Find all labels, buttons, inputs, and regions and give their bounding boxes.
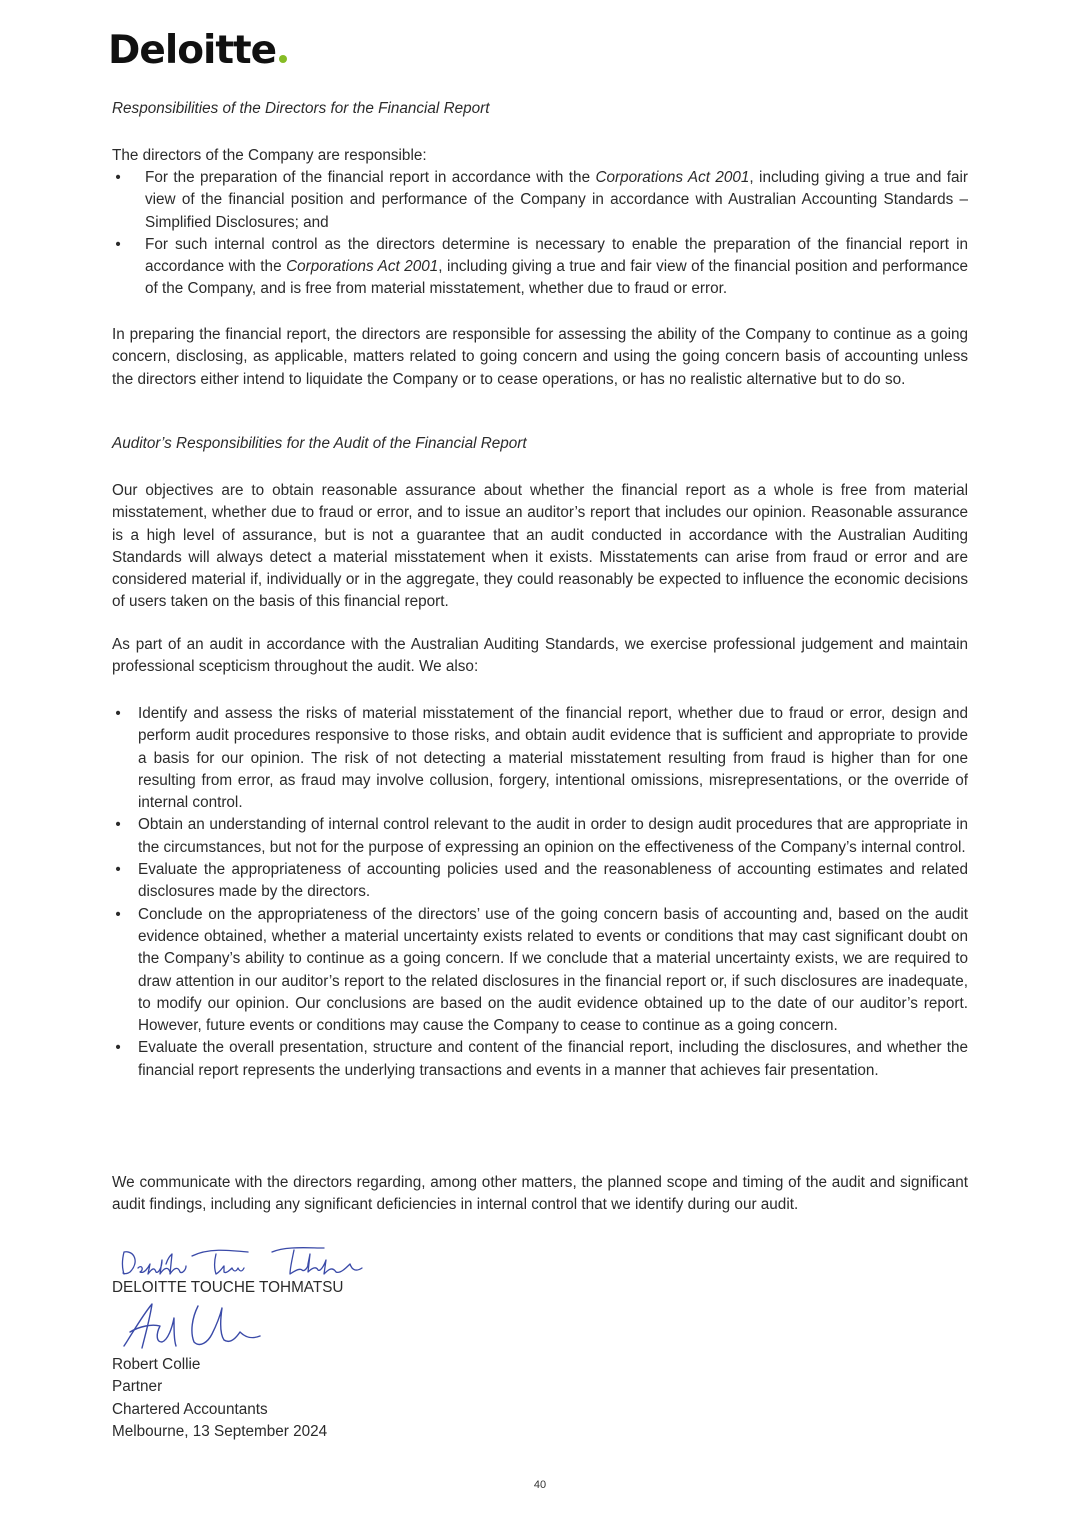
communicate-paragraph: We communicate with the directors regarding, among other matters, the planned scope and timing of the audit and significant audit findings, including any significant deficiencies in internal control that we identify during our audit. — [112, 1174, 968, 1214]
partner-signature — [116, 1298, 266, 1354]
logo-wordmark: Deloitte — [108, 28, 277, 73]
designation: Chartered Accountants — [112, 1400, 268, 1418]
deloitte-logo — [108, 28, 287, 73]
bullet-icon: • — [115, 861, 121, 879]
bullet-text: Identify and assess the risks of material misstatement of the financial report, whether due to fraud or error, design and perform audit procedures responsive to those risks, and obtain audit evidence that is sufficient and appropriate to provide a basis for our opinion. The risk of not detecting a material misstatement resulting from fraud is higher than for one resulting from error, as fraud may involve collusion, forgery, intentional omissions, misrepresentations, or the override of internal control. — [138, 705, 968, 812]
bullet-icon: • — [115, 169, 121, 186]
bullet-icon: • — [115, 235, 121, 253]
auditor-procedures-list — [112, 703, 968, 1082]
going-concern-paragraph: In preparing the financial report, the directors are responsible for assessing the ability of the Company to continue as a going concern, disclosing, as applicable, matters related to going concern and using the going concern basis of accounting unless the directors either intend to liquidate the Company or to cease operations, or has no realistic alternative but to do so. — [112, 326, 968, 388]
list-item — [112, 234, 968, 301]
objectives-paragraph: Our objectives are to obtain reasonable assurance about whether the financial report as a whole is free from material misstatement, whether due to fraud or error, and to issue an auditor’s report that includes our opinion. Reasonable assurance is a high level of assurance, but is not a guarantee that an audit conducted in accordance with the Australian Auditing Standards will always detect a material misstatement when it exists. Misstatements can arise from fraud or error and are considered material if, individually or in the aggregate, they could reasonably be expected to influence the economic decisions of users taken on the basis of this financial report. — [112, 482, 968, 611]
act-reference: Corporations Act 2001 — [286, 258, 439, 276]
bullet-text: Obtain an understanding of internal control relevant to the audit in order to design audit procedures that are appropriate in the circumstances, but not for the purpose of expressing an opinion on the effectiveness of the Company’s internal control. — [138, 816, 968, 856]
bullet-icon: • — [115, 816, 121, 834]
as-part-paragraph: As part of an audit in accordance with the Australian Auditing Standards, we exercise professional judgement and maintain professional scepticism throughout the audit. We also: — [112, 636, 968, 676]
logo-dot-icon — [279, 55, 287, 63]
list-item — [112, 904, 968, 1038]
list-item — [112, 814, 968, 859]
bullet-icon: • — [115, 905, 121, 923]
page-number: 40 — [533, 1479, 547, 1491]
directors-intro: The directors of the Company are responsible: — [112, 147, 427, 164]
partner-name: Robert Collie — [112, 1356, 201, 1373]
list-item — [112, 1037, 968, 1082]
bullet-text-start: For such internal control as the directors determine is necessary to enable the preparation of the financial report in accordance with the — [145, 235, 968, 276]
location-date: Melbourne, 13 September 2024 — [112, 1422, 328, 1440]
bullet-text: Conclude on the appropriateness of the directors’ use of the going concern basis of accounting and, based on the audit evidence obtained, whether a material uncertainty exists related to events or conditions that may cast significant doubt on the Company’s ability to continue as a going concern. If we conclude that a material uncertainty exists, we are required to draw attention in our auditor’s report to the related disclosures in the financial report or, if such disclosures are inadequate, to modify our opinion. Our conclusions are based on the audit evidence obtained up to the date of our auditor’s report. However, future events or conditions may cause the Company to cease to continue as a going concern. — [138, 905, 968, 1035]
firm-signature — [118, 1242, 378, 1282]
bullet-text-end: , including giving a true and fair view of the financial position and performance of the Company, and is free from material misstatement, whether due to fraud or error. — [145, 258, 969, 298]
bullet-text: Evaluate the overall presentation, structure and content of the financial report, including the disclosures, and whether the financial report represents the underlying transactions and events in a manner that achieves fair presentation. — [138, 1039, 968, 1079]
list-item — [112, 859, 968, 904]
bullet-icon: • — [115, 1039, 121, 1057]
bullet-text-start: For the preparation of the financial report in accordance with the — [145, 169, 596, 186]
list-item — [112, 703, 968, 814]
bullet-text: Evaluate the appropriateness of accounting policies used and the reasonableness of accounting estimates and related disclosures made by the directors. — [138, 861, 968, 901]
bullet-icon: • — [115, 705, 121, 722]
partner-title: Partner — [112, 1378, 163, 1396]
section-heading-auditor: Auditor’s Responsibilities for the Audit of the Financial Report — [112, 435, 527, 452]
list-item — [112, 167, 968, 234]
section-heading-directors: Responsibilities of the Directors for the Financial Report — [112, 100, 490, 117]
directors-responsibilities-list — [112, 167, 968, 301]
bullet-text-end: , including giving a true and fair view of the financial position and performance of the Company in accordance with Australian Accounting Standards – Simplified Disclosures; and — [145, 169, 968, 231]
firm-name: DELOITTE TOUCHE TOHMATSU — [112, 1279, 344, 1296]
signature-details — [112, 1354, 327, 1443]
act-reference: Corporations Act 2001 — [595, 169, 750, 186]
